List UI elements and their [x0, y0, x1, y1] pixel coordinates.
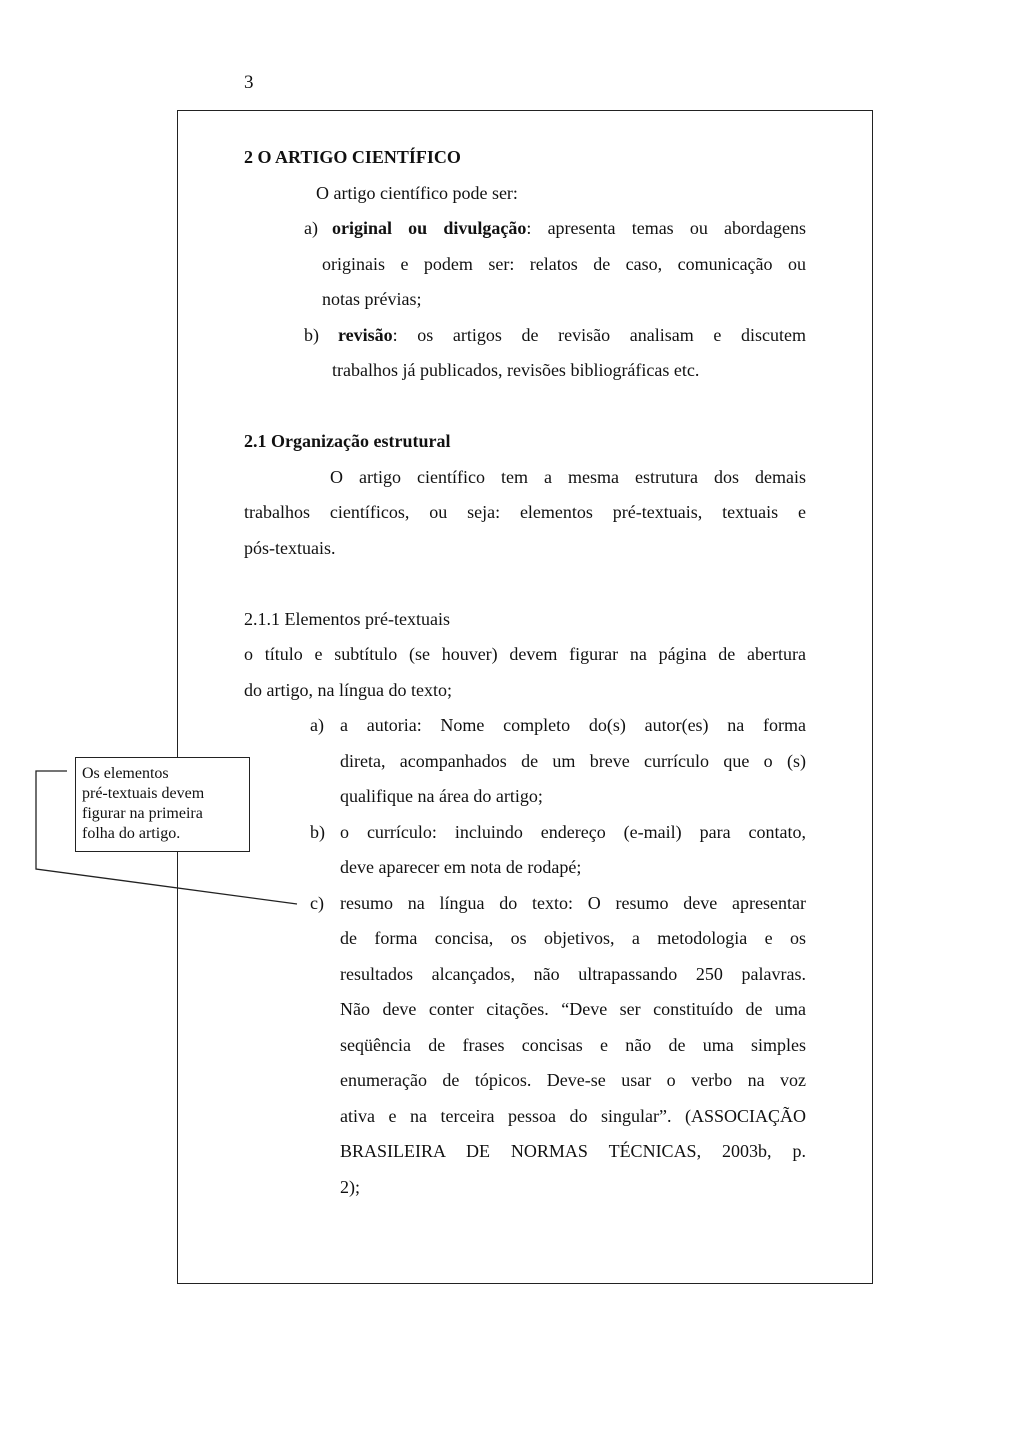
- list-item-first-line: resumo na língua do texto: O resumo deve apresentar: [340, 892, 806, 913]
- paragraph-line: trabalhos científicos, ou seja: elementos pré-textuais, textuais e: [244, 502, 806, 522]
- list-item-line: deve aparecer em nota de rodapé;: [340, 857, 582, 877]
- section-title: 2 O ARTIGO CIENTÍFICO: [244, 147, 461, 167]
- list-item-first-line: a autoria: Nome completo do(s) autor(es) na forma: [340, 715, 806, 735]
- callout-line: Os elementos: [82, 765, 169, 782]
- callout-line: figurar na primeira: [82, 805, 203, 822]
- term-description: : os artigos de revisão analisam e discutem: [392, 324, 806, 345]
- list-marker: c): [310, 892, 324, 913]
- list-item-line: ativa e na terceira pessoa do singular”. (ASSOCIAÇÃO: [340, 1105, 806, 1126]
- list-marker: b): [304, 324, 319, 345]
- paragraph-line: do artigo, na língua do texto;: [244, 679, 452, 700]
- list-marker: a): [310, 715, 324, 735]
- subsection-title: 2.1 Organização estrutural: [244, 431, 451, 451]
- list-item-line: qualifique na área do artigo;: [340, 786, 543, 806]
- term-original: original ou divulgação: [332, 218, 527, 238]
- term-description: : apresenta temas ou abordagens: [526, 218, 806, 238]
- list-item-first-line: o currículo: incluindo endereço (e-mail) para contato,: [340, 821, 806, 842]
- term-revisao: revisão: [338, 324, 393, 345]
- list-item-line: trabalhos já publicados, revisões bibliográficas etc.: [332, 360, 700, 380]
- list-item-line: 2);: [340, 1176, 360, 1197]
- list-item-line: de forma concisa, os objetivos, a metodologia e os: [340, 928, 806, 948]
- subsubsection-title: 2.1.1 Elementos pré-textuais: [244, 608, 450, 629]
- list-item-line: enumeração de tópicos. Deve-se usar o verbo na voz: [340, 1070, 806, 1090]
- paragraph-line: O artigo científico tem a mesma estrutura dos demais: [330, 466, 806, 487]
- list-marker: b): [310, 821, 325, 842]
- list-item-line: BRASILEIRA DE NORMAS TÉCNICAS, 2003b, p.: [340, 1141, 806, 1161]
- list-marker: a): [304, 218, 318, 238]
- list-item-line: resultados alcançados, não ultrapassando 250 palavras.: [340, 963, 806, 984]
- callout-line: folha do artigo.: [82, 825, 181, 842]
- list-item-line: direta, acompanhados de um breve currículo que o (s): [340, 750, 806, 771]
- paragraph-line: pós-textuais.: [244, 537, 336, 558]
- list-item-line: notas prévias;: [322, 289, 422, 309]
- paragraph-line: o título e subtítulo (se houver) devem figurar na página de abertura: [244, 644, 806, 664]
- callout-line: pré-textuais devem: [82, 785, 205, 802]
- list-item-line: originais e podem ser: relatos de caso, comunicação ou: [322, 253, 806, 274]
- intro-text: O artigo científico pode ser:: [316, 182, 518, 203]
- page-number: 3: [244, 72, 254, 93]
- margin-callout-box: [75, 757, 250, 852]
- list-item-line: Não deve conter citações. “Deve ser constituído de uma: [340, 999, 806, 1019]
- list-item-line: seqüência de frases concisas e não de uma simples: [340, 1034, 806, 1055]
